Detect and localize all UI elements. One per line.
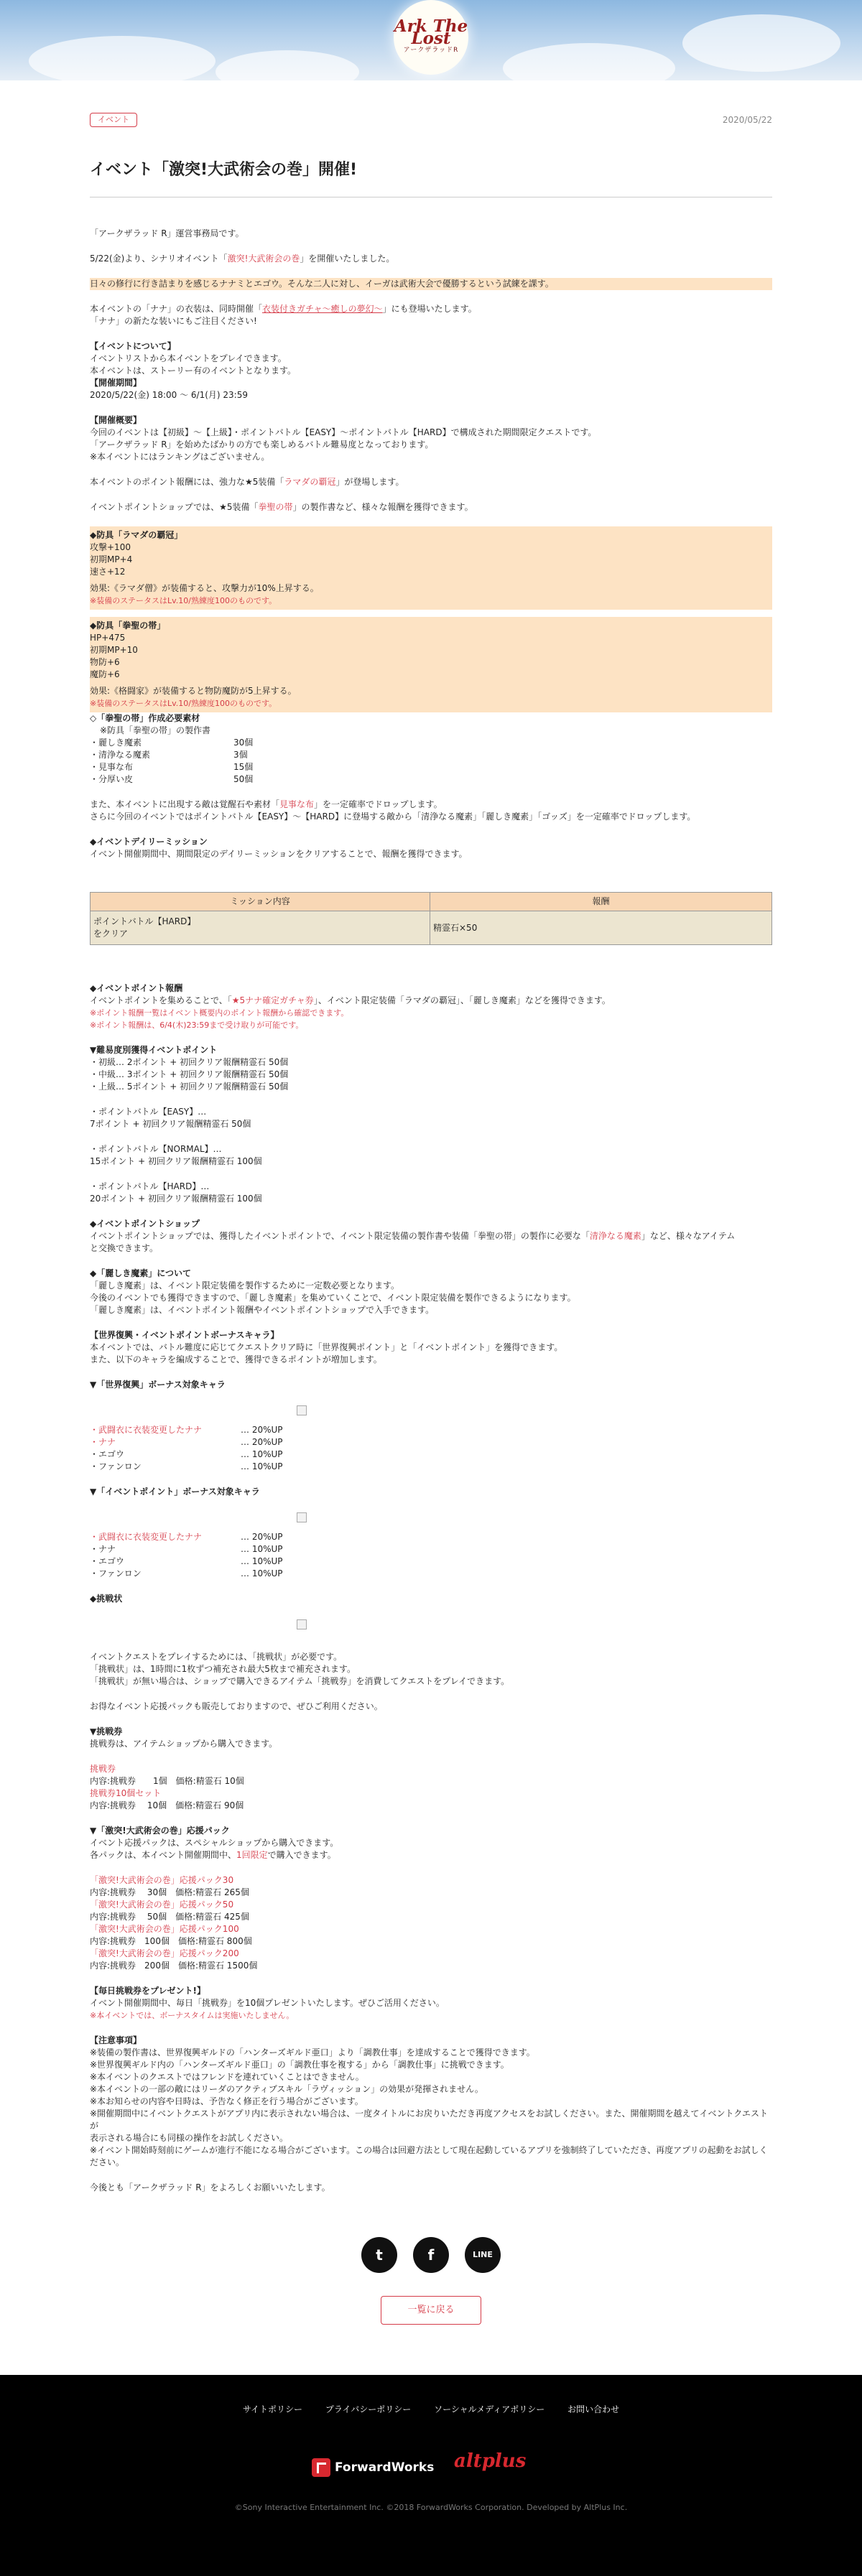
story-highlight: 日々の修行に行き詰まりを感じるナナミとエゴウ。そんな二人に対し、イーガは武術大会で優勝するという試練を課す。 [90, 278, 772, 290]
article-body [90, 228, 772, 2194]
char-bonus: … 10%UP [241, 1556, 283, 1566]
text-line: ・上級… 5ポイント + 初回クリア報酬精霊石 50個 [90, 1082, 289, 1092]
char-name: ・エゴウ [90, 1556, 125, 1566]
text-line: また、本イベントに出現する敵は覚醒石や素材「見事な布」を一定確率でドロップします。 [90, 799, 442, 809]
section-heading: ◇「拳聖の帯」作成必要素材 [90, 713, 200, 723]
header-banner [0, 0, 862, 80]
text-line: 15ポイント + 初回クリア報酬精霊石 100個 [90, 1156, 262, 1166]
char-bonus: … 20%UP [241, 1532, 283, 1542]
text-line: イベントクエストをプレイするためには、「挑戦状」が必要です。 [90, 1652, 343, 1662]
section-heading: ▼「世界復興」ボーナス対象キャラ [90, 1380, 226, 1390]
pack-detail: 内容:挑戦券 30個 価格:精霊石 265個 [90, 1887, 249, 1897]
section-heading: 【毎日挑戦券をプレゼント!】 [90, 1986, 205, 1996]
note-line: ※ポイント報酬は、6/4(木)23:59まで受け取りが可能です。 [90, 1020, 304, 1030]
section-heading: 【世界復興・イベントポイントボーナスキャラ】 [90, 1330, 279, 1340]
char-name: ・武闘衣に衣装変更したナナ [90, 1532, 203, 1542]
equip-stat: 攻撃+100 [90, 542, 131, 552]
text-line: ※防具「拳聖の帯」の製作書 [100, 725, 211, 735]
footer-link-site-policy[interactable]: サイトポリシー [242, 2404, 303, 2414]
char-bonus: … 20%UP [241, 1425, 283, 1435]
material-name: ・清浄なる魔素 [90, 750, 151, 760]
text-line: イベントリストから本イベントをプレイできます。 [90, 353, 287, 363]
section-heading: ◆イベントデイリーミッション [90, 837, 208, 847]
text-line: 「アークザラッド R」を始めたばかりの方でも楽しめるバトル難易度となっております。 [90, 440, 434, 450]
bonus-world-list [90, 1424, 772, 1473]
text-line: 7ポイント + 初回クリア報酬精霊石 50個 [90, 1119, 251, 1129]
item-name: 挑戦券 [90, 1764, 116, 1774]
char-bonus: … 10%UP [241, 1449, 283, 1459]
pack-detail: 内容:挑戦券 200個 価格:精霊石 1500個 [90, 1961, 258, 1971]
char-bonus: … 10%UP [241, 1568, 283, 1578]
equip-name: ◆防具「ラマダの覇冠」 [90, 530, 183, 540]
copyright: ©Sony Interactive Entertainment Inc. ©2018 ForwardWorks Corporation. Developed by AltPlus Inc. [234, 2503, 628, 2512]
publish-date: 2020/05/22 [722, 115, 772, 125]
share-bar [90, 2237, 772, 2280]
mission-table [90, 892, 772, 945]
footer-links [0, 2404, 862, 2416]
table-cell: ポイントバトル【HARD】 [93, 916, 196, 926]
text-line: ・中級… 3ポイント + 初回クリア報酬精霊石 50個 [90, 1069, 289, 1079]
event-period: 2020/5/22(金) 18:00 〜 6/1(月) 23:59 [90, 390, 248, 400]
facebook-share-icon[interactable]: f [413, 2237, 449, 2273]
site-logo[interactable] [394, 0, 468, 75]
forwardworks-logo[interactable]: ForwardWorks [312, 2458, 434, 2477]
note-line: ※本お知らせの内容や日時は、予告なく修正を行う場合がございます。 [90, 2096, 363, 2106]
text-line: ・ポイントバトル【EASY】… [90, 1107, 207, 1117]
section-heading: 【開催概要】 [90, 415, 142, 425]
text-line: 「麗しき魔素」は、イベント限定装備を製作するために一定数必要となります。 [90, 1280, 400, 1291]
equip-note: ※装備のステータスはLv.10/熟練度100のものです。 [90, 596, 277, 605]
table-row [91, 911, 772, 945]
pack-detail: 内容:挑戦券 50個 価格:精霊石 425個 [90, 1912, 249, 1922]
text-line: と交換できます。 [90, 1243, 159, 1253]
footer-link-contact[interactable]: お問い合わせ [567, 2404, 620, 2414]
intro-line: 5/22(金)より、シナリオイベント「激突!大武術会の巻」を開催いたしました。 [90, 254, 395, 264]
text-line: また、以下のキャラを編成することで、獲得できるポイントが増加します。 [90, 1354, 382, 1364]
text-line: 20ポイント + 初回クリア報酬精霊石 100個 [90, 1194, 262, 1204]
section-heading: ▼難易度別獲得イベントポイント [90, 1045, 218, 1055]
note-line: 表示される場合にも同様の操作をお試しください。 [90, 2133, 289, 2143]
equip-stat: 速さ+12 [90, 567, 126, 577]
footer-link-privacy[interactable]: プライバシーポリシー [325, 2404, 412, 2414]
text-line: 本イベントは、ストーリー有のイベントとなります。 [90, 366, 297, 376]
logo-subtitle: アークザラッドR [403, 47, 459, 54]
broken-image-icon [297, 1405, 307, 1415]
pack-name: 「激突!大武術会の巻」応援パック100 [90, 1924, 239, 1934]
line-share-icon[interactable]: LINE [465, 2237, 501, 2273]
text-line: 「挑戦状」が無い場合は、ショップで購入できるアイテム「挑戦券」を消費してクエストをプレイできます。 [90, 1676, 510, 1686]
footer-link-social[interactable]: ソーシャルメディアポリシー [434, 2404, 545, 2414]
table-header: ミッション内容 [91, 893, 430, 911]
closing-line: 今後とも「アークザラッド R」をよろしくお願いいたします。 [90, 2182, 330, 2193]
note-line: ※本イベントでは、ボーナスタイムは実施いたしません。 [90, 2011, 295, 2020]
broken-image-icon [297, 1619, 307, 1629]
char-name: ・ファンロン [90, 1568, 142, 1578]
material-qty: 30個 [233, 738, 254, 748]
text-line: 挑戦券は、アイテムショップから購入できます。 [90, 1739, 278, 1749]
text-line: 本イベントでは、バトル難度に応じてクエストクリア時に「世界復興ポイント」と「イベントポイント」を獲得できます。 [90, 1342, 563, 1352]
char-name: ・ファンロン [90, 1461, 142, 1471]
equip-box-ramada [90, 526, 772, 610]
section-heading: ▼「イベントポイント」ボーナス対象キャラ [90, 1487, 260, 1497]
text-line: イベント開催期間中、期間限定のデイリーミッションをクリアすることで、報酬を獲得できます。 [90, 849, 468, 859]
section-heading: ◆挑戦状 [90, 1594, 123, 1604]
section-heading: 【注意事項】 [90, 2035, 142, 2045]
text-line: 今後のイベントでも獲得できますので、「麗しき魔素」を集めていくことで、イベント限定装備を製作できるようになります。 [90, 1293, 576, 1303]
gacha-link[interactable]: 衣装付きガチャ〜癒しの夢幻〜 [262, 304, 383, 314]
material-qty: 3個 [233, 750, 248, 760]
material-name: ・麗しき魔素 [90, 738, 142, 748]
bonus-event-list [90, 1531, 772, 1580]
intro-line: 本イベントの「ナナ」の衣装は、同時開催「衣装付きガチャ〜癒しの夢幻〜」にも登場いたします。 [90, 304, 477, 314]
text-line: イベントポイントを集めることで、「★5ナナ確定ガチャ券」、イベント限定装備「ラマダの覇冠」、「麗しき魔素」などを獲得できます。 [90, 995, 611, 1005]
material-qty: 15個 [233, 762, 254, 772]
equip-note: ※装備のステータスはLv.10/熟練度100のものです。 [90, 699, 277, 708]
material-qty: 50個 [233, 774, 254, 784]
text-line: ・ポイントバトル【HARD】… [90, 1181, 210, 1191]
text-line: 今回のイベントは【初級】〜【上級】・ポイントバトル【EASY】〜ポイントバトル【HARD】で構成された期間限定クエストです。 [90, 427, 597, 437]
equip-stat: 物防+6 [90, 657, 120, 667]
char-bonus: … 10%UP [241, 1544, 283, 1554]
footer [0, 2375, 862, 2576]
note-line: ※本イベントのクエストではフレンドを連れていくことはできません。 [90, 2072, 364, 2082]
altplus-logo[interactable]: altplus [454, 2450, 527, 2472]
note-line: ※イベント開始時刻前にゲームが進行不能になる場合がございます。この場合は回避方法として現在起動しているアプリを強制終了していただき、再度アプリの起動をお試しく [90, 2145, 768, 2155]
category-badge: イベント [90, 113, 137, 127]
equip-name: ◆防具「拳聖の帯」 [90, 620, 166, 631]
char-name: ・ナナ [90, 1544, 116, 1554]
text-line: ・ポイントバトル【NORMAL】… [90, 1144, 222, 1154]
material-name: ・見事な布 [90, 762, 134, 772]
article-title: イベント「激突!大武術会の巻」開催! [90, 159, 772, 197]
item-detail: 内容:挑戦券 1個 価格:精霊石 10個 [90, 1776, 244, 1786]
section-heading: 【イベントについて】 [90, 341, 176, 351]
equip-stat: 初期MP+10 [90, 645, 138, 655]
section-heading: ◆イベントポイント報酬 [90, 983, 183, 993]
note-line: ※開催期間中にイベントクエストがアプリ内に表示されない場合は、一度タイトルにお戻りいただき再度アクセスをお試しください。また、開催期間を越えてイベントクエストが [90, 2108, 769, 2131]
note-line: ださい。 [90, 2157, 125, 2167]
equip-stat: HP+475 [90, 633, 126, 643]
pack-detail: 内容:挑戦券 100個 価格:精霊石 800個 [90, 1936, 252, 1946]
section-heading: 【開催期間】 [90, 378, 142, 388]
text-line: 「麗しき魔素」は、イベントポイント報酬やイベントポイントショップで入手できます。 [90, 1305, 435, 1315]
materials-list [90, 737, 772, 786]
equip-effect: 効果:《格闘家》が装備すると物防魔防が5上昇する。 [90, 686, 297, 696]
char-bonus: … 20%UP [241, 1437, 283, 1447]
intro-line: 「ナナ」の新たな装いにもご注目ください! [90, 316, 257, 326]
section-heading: ▼「激突!大武術会の巻」応援パック [90, 1826, 230, 1836]
text-line: さらに今回のイベントではポイントバトル【EASY】〜【HARD】に登場する敵から「清浄なる魔素」「麗しき魔素」「ゴッズ」を一定確率でドロップします。 [90, 812, 696, 822]
section-heading: ▼挑戦券 [90, 1726, 123, 1736]
char-name: ・ナナ [90, 1437, 116, 1447]
item-detail: 内容:挑戦券 10個 価格:精霊石 90個 [90, 1800, 244, 1810]
table-cell: 精霊石×50 [430, 911, 772, 945]
note-line: ※ポイント報酬一覧はイベント概要内のポイント報酬から確認できます。 [90, 1008, 349, 1018]
table-cell: をクリア [93, 929, 129, 939]
table-header: 報酬 [430, 893, 772, 911]
text-line: イベントポイントショップでは、獲得したイベントポイントで、イベント限定装備の製作書や装備「拳聖の帯」の製作に必要な「清浄なる魔素」など、様々なアイテム [90, 1231, 736, 1241]
text-line: お得なイベント応援パックも販売しておりますので、ぜひご利用ください。 [90, 1701, 383, 1711]
note-line: ※装備の製作書は、世界復興ギルドの「ハンターズギルド亜口」より「調教仕事」を達成することで獲得できます。 [90, 2047, 535, 2057]
forwardworks-icon [312, 2458, 330, 2477]
pack-name: 「激突!大武術会の巻」応援パック50 [90, 1900, 234, 1910]
logo-text: Ark The Lost [394, 17, 468, 48]
note-line: ※世界復興ギルド内の「ハンターズギルド亜口」の「調教仕事を複する」から「調教仕事」に挑戦できます。 [90, 2060, 509, 2070]
text-line: ※本イベントにはランキングはございません。 [90, 452, 270, 462]
text-line: 各パックは、本イベント開催期間中、1回限定で購入できます。 [90, 1850, 336, 1860]
item-name: 挑戦券10個セット [90, 1788, 162, 1798]
text-line: 「挑戦状」は、1時間に1枚ずつ補充され最大5枚まで補充されます。 [90, 1664, 356, 1674]
equip-stat: 魔防+6 [90, 669, 120, 679]
section-heading: ◆「麗しき魔素」について [90, 1268, 191, 1278]
twitter-share-icon[interactable]: t [361, 2237, 397, 2273]
text-line: イベント開催期間中、毎日「挑戦券」を10個プレゼントいたします。ぜひご活用ください。 [90, 1998, 445, 2008]
equip-effect: 効果:《ラマダ僧》が装備すると、攻撃力が10%上昇する。 [90, 583, 319, 593]
equip-stat: 初期MP+4 [90, 554, 133, 564]
text-line: イベントポイントショップでは、★5装備「拳聖の帯」の製作書など、様々な報酬を獲得できます。 [90, 502, 473, 512]
equip-box-kensei [90, 617, 772, 712]
char-name: ・武闘衣に衣装変更したナナ [90, 1425, 203, 1435]
pack-name: 「激突!大武術会の巻」応援パック200 [90, 1948, 239, 1958]
char-bonus: … 10%UP [241, 1461, 283, 1471]
note-line: ※本イベントの一部の敵にはリーダのアクティブスキル「ラヴィッション」の効果が発揮されません。 [90, 2084, 483, 2094]
section-heading: ◆イベントポイントショップ [90, 1219, 200, 1229]
back-to-list-button[interactable]: 一覧に戻る [381, 2296, 481, 2325]
text-line: イベント応援パックは、スペシャルショップから購入できます。 [90, 1838, 339, 1848]
text-line: ・初級… 2ポイント + 初回クリア報酬精霊石 50個 [90, 1057, 289, 1067]
text-line: 本イベントのポイント報酬には、強力な★5装備「ラマダの覇冠」が登場します。 [90, 477, 404, 487]
material-name: ・分厚い皮 [90, 774, 134, 784]
pack-name: 「激突!大武術会の巻」応援パック30 [90, 1875, 234, 1885]
article-main [0, 113, 862, 2325]
broken-image-icon [297, 1512, 307, 1522]
intro-line: 「アークザラッド R」運営事務局です。 [90, 228, 244, 238]
char-name: ・エゴウ [90, 1449, 125, 1459]
